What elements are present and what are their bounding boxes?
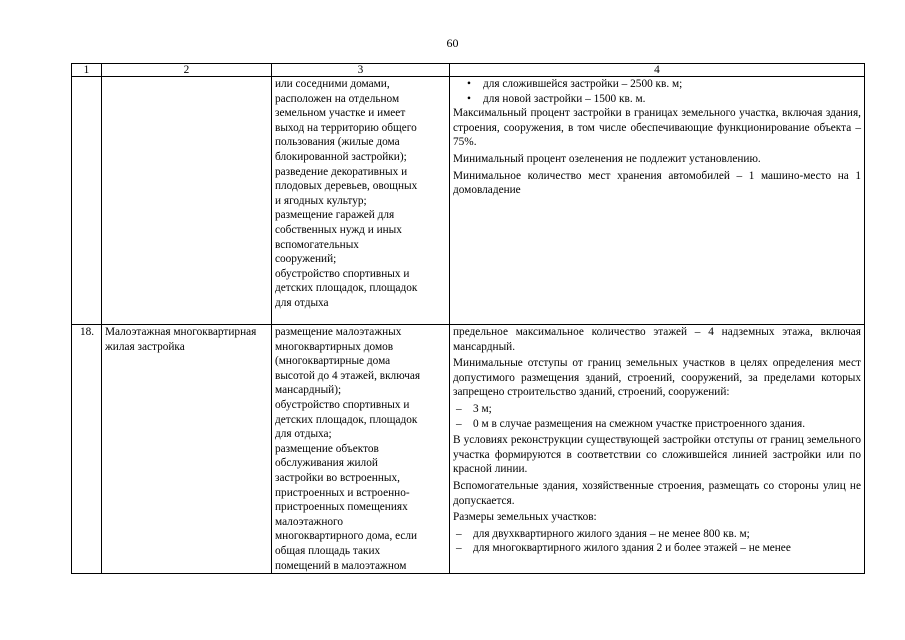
text-line: помещений в малоэтажном [275, 559, 407, 572]
text-line: расположен на отдельном [275, 92, 400, 105]
paragraph: Минимальные отступы от границ земельных участков в целях определения мест допустимого размещения зданий, строений, сооружений, за пределами которых запрещено строительство зданий, строений, сооружений: [453, 357, 861, 399]
dash-text: для многоквартирного жилого здания 2 и более этажей – не менее [473, 542, 791, 555]
bullet-text: для сложившейся застройки – 2500 кв. м; [483, 78, 683, 90]
permitted-uses-cell [272, 325, 450, 574]
text-line: собственных нужд и иных [275, 223, 402, 236]
row-number-cell [72, 77, 102, 325]
header-col-2: 2 [102, 64, 272, 77]
dash-item [453, 527, 861, 542]
dash-item [453, 417, 861, 432]
text-line: для отдыха [275, 296, 329, 309]
bullet-text: для новой застройки – 1500 кв. м. [483, 92, 646, 105]
table-row-continued [72, 77, 865, 325]
row-name-cell: Малоэтажная многоквартирная жилая застройка [102, 325, 272, 574]
text-line: застройки во встроенных, [275, 471, 400, 484]
dash-text: для двухквартирного жилого здания – не менее 800 кв. м; [473, 527, 750, 540]
header-col-1: 1 [72, 64, 102, 77]
paragraph: предельное максимальное количество этажей – 4 надземных этажа, включая мансардный. [453, 326, 861, 353]
text-line: и ягодных культур; [275, 194, 367, 207]
text-line: для отдыха; [275, 428, 332, 441]
text-line: блокированной застройки); [275, 150, 407, 163]
text-line: земельном участке и имеет [275, 107, 406, 120]
text-line: многоквартирных домов [275, 340, 394, 353]
table-header-row [72, 64, 865, 77]
parameters-cell [450, 325, 865, 574]
header-col-3: 3 [272, 64, 450, 77]
header-col-4: 4 [450, 64, 865, 77]
dash-text: 3 м; [473, 402, 492, 415]
text-line: выход на территорию общего [275, 121, 417, 134]
bullet-icon: • [467, 78, 471, 90]
paragraph: В условиях реконструкции существующей застройки отступы от границ земельного участка формируются в соответствии со сложившейся линией застройки или по красной линии. [453, 434, 861, 476]
row-number-cell: 18. [72, 325, 102, 574]
text-line: высотой до 4 этажей, включая [275, 369, 421, 382]
text-line: пристроенных помещениях [275, 501, 408, 514]
text-line: или соседними домами, [275, 78, 390, 90]
text-line: обслуживания жилой [275, 457, 378, 470]
dash-icon: – [456, 542, 462, 555]
text-line: вспомогательных [275, 238, 359, 251]
regulations-table [71, 63, 865, 574]
paragraph: Вспомогательные здания, хозяйственные строения, размещать со стороны улиц не допускается. [453, 479, 861, 507]
bullet-item [453, 77, 861, 92]
text-line: многоквартирного дома, если [275, 530, 418, 543]
page-number: 60 [446, 36, 459, 50]
dash-icon: – [456, 417, 462, 430]
text-line: сооружений; [275, 253, 337, 266]
paragraph: Минимальное количество мест хранения автомобилей – 1 машино-место на 1 домовладение [453, 169, 861, 197]
text-line: (многоквартирные дома [275, 355, 391, 368]
text-line: пристроенных и встроенно- [275, 486, 410, 499]
paragraph: Размеры земельных участков: [453, 511, 597, 524]
dash-text: 0 м в случае размещения на смежном участке пристроенного здания. [473, 417, 806, 430]
parameters-cell [450, 77, 865, 325]
permitted-uses-cell [272, 77, 450, 325]
text-line: обустройство спортивных и [275, 267, 410, 280]
dash-icon: – [456, 527, 462, 540]
text-line: обустройство спортивных и [275, 398, 410, 411]
text-line: мансардный); [275, 384, 342, 397]
text-line: размещение объектов [275, 442, 379, 455]
dash-item [453, 541, 861, 556]
text-line: размещение гаражей для [275, 209, 395, 222]
bullet-item [453, 92, 861, 107]
text-line: пользования (жилые дома [275, 136, 400, 149]
bullet-icon: • [467, 92, 471, 105]
paragraph: Минимальный процент озеленения не подлежит установлению. [453, 152, 761, 165]
text-line: разведение декоративных и [275, 165, 408, 178]
text-line: плодовых деревьев, овощных [275, 180, 418, 193]
text-line: детских площадок, площадок [275, 282, 418, 295]
table-row-18 [72, 325, 865, 574]
paragraph: Максимальный процент застройки в границах земельного участка, включая здания, строения, сооружения, в том числе обеспечивающие функционирование объекта – 75%. [453, 107, 861, 149]
text-line: малоэтажного [275, 515, 344, 528]
dash-item [453, 402, 861, 417]
dash-icon: – [456, 402, 462, 415]
text-line: размещение малоэтажных [275, 326, 402, 338]
text-line: детских площадок, площадок [275, 413, 418, 426]
text-line: общая площадь таких [275, 544, 381, 557]
row-name-cell [102, 77, 272, 325]
